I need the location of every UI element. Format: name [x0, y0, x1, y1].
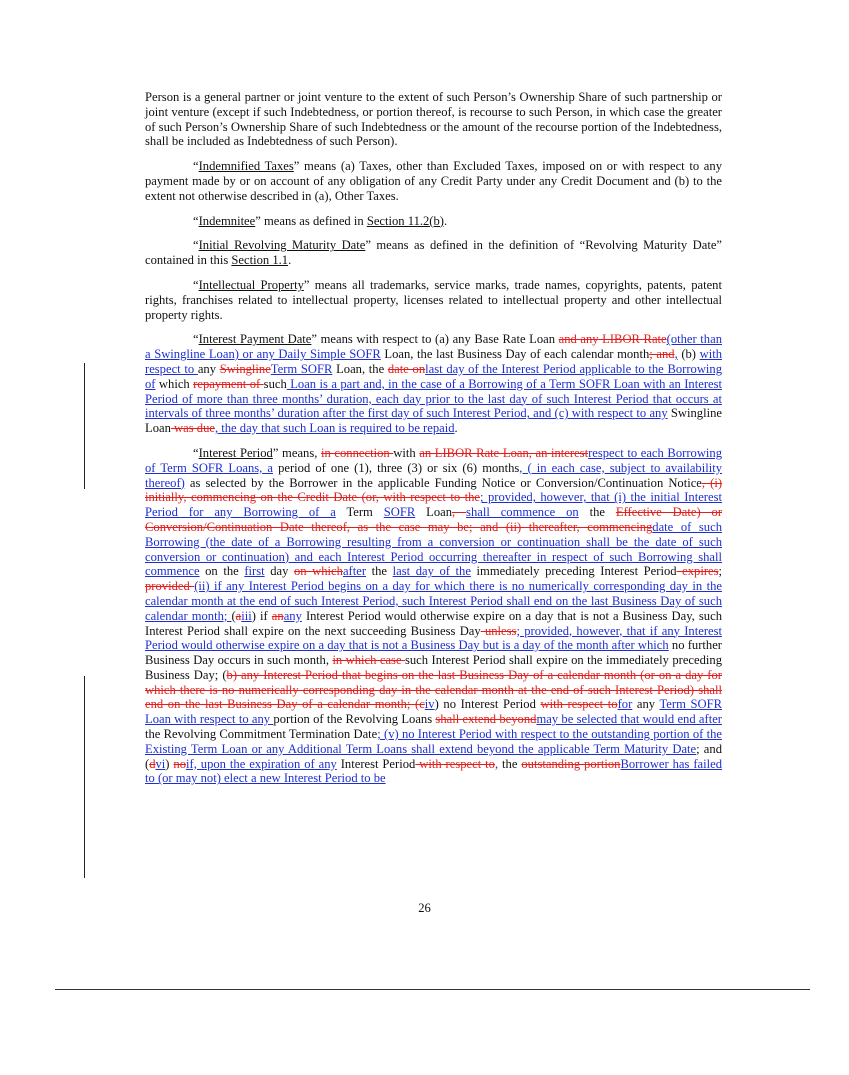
inserted-text: ,: [494, 756, 499, 771]
deleted-text: with respect to: [540, 697, 618, 712]
definition-interest-period: [145, 446, 722, 786]
text-run: ” means with respect to (a) any Base Rate Loan: [311, 332, 559, 347]
text-run: (: [231, 608, 236, 623]
text-run: ; and (: [145, 741, 722, 771]
change-bar: [84, 363, 85, 489]
text-run: .: [454, 421, 458, 436]
text-run: ;: [718, 564, 723, 579]
definition-text: ” means as defined in the definition of “Revolving Maturity Date” contained in this: [145, 238, 722, 268]
quote-mark: “: [193, 213, 199, 228]
inserted-text: Borrower has failed to (or may not) elect a new Interest Period to be: [145, 756, 723, 786]
text-run: any: [632, 697, 660, 712]
deleted-text: a: [235, 608, 242, 623]
section-reference: Section 1.1: [231, 253, 289, 268]
text-run: such: [263, 376, 287, 391]
deleted-text: d: [149, 756, 156, 771]
defined-term: Interest Period: [198, 445, 273, 460]
inserted-text: if, upon the expiration of any: [186, 756, 337, 771]
deleted-text: repayment of: [193, 376, 264, 391]
inserted-text: ; (v) no Interest Period with respect to the outstanding portion of the Existing Term Loan or any Additional Term Loans shall extend beyond the applicable Term Maturity Date: [145, 727, 722, 756]
text-run: with: [393, 445, 420, 460]
deleted-text: and any LIBOR Rate: [558, 332, 667, 347]
inserted-text: shall commence on: [466, 505, 579, 520]
deleted-text: expires: [676, 564, 719, 579]
deleted-text: shall extend beyond: [435, 712, 537, 727]
inserted-text: may be selected that would end after: [536, 712, 722, 727]
inserted-text: iv: [424, 697, 435, 712]
text-run: on the: [199, 564, 245, 579]
text-run: immediately preceding Interest Period: [470, 564, 677, 579]
definition-indemnified-taxes: [145, 159, 722, 203]
text-run: Loan, the last Business Day of each calendar month: [380, 347, 650, 362]
deleted-text: in which case: [332, 653, 405, 668]
inserted-text: vi: [155, 756, 166, 771]
text-run: ): [165, 756, 174, 771]
page-number: 26: [418, 901, 431, 915]
text-run: the: [498, 756, 522, 771]
text-run: the: [366, 564, 393, 579]
section-reference: Section 11.2(b): [366, 213, 444, 228]
text-run: no further Business Day occurs in such month,: [145, 638, 723, 668]
definition-indemnitee: [145, 214, 722, 229]
text-run: which: [155, 376, 194, 391]
text-run: ” means,: [272, 445, 321, 460]
definition-text: ” means all trademarks, service marks, trade names, copyrights, patents, patent rights, franchises related to intellectual property, licenses related to intellectual property and other intellectual property rights.: [145, 277, 722, 322]
deleted-text: ,: [452, 505, 467, 520]
defined-term: Indemnitee: [198, 213, 256, 228]
inserted-text: Loan is a part and, in the case of a Borrowing of a Term SOFR Loan with an Interest Period of more than three months’ duration, each day prior to the last day of such Interest Period that occurs at intervals of three months’ duration after the first day of such Interest Period, and (c) with respect to any: [145, 376, 722, 421]
quote-mark: “: [193, 277, 199, 292]
text-run: any: [197, 361, 220, 376]
deleted-text: in connection: [321, 445, 394, 460]
defined-term: Interest Payment Date: [198, 332, 312, 347]
deleted-text: , (i) initially, commencing on the Credit Date (or, with respect to the: [145, 475, 723, 505]
text-run: portion of the Revolving Loans: [273, 712, 436, 727]
text-run: Loan: [415, 505, 453, 520]
inserted-text: with respect to: [145, 347, 722, 376]
text-run: ) no Interest Period: [434, 697, 541, 712]
text-run: such Interest Period shall expire on the immediately preceding Business Day; (: [145, 653, 722, 682]
definition-text: ” means as defined in: [255, 213, 367, 228]
deleted-text: provided: [145, 579, 195, 594]
inserted-text: after: [342, 564, 367, 579]
deleted-text: ; and: [649, 347, 675, 362]
text-run: period of one (1), three (3) or six (6) months: [273, 460, 520, 475]
inserted-text: SOFR: [383, 505, 416, 520]
inserted-text: , the day that such Loan is required to be repaid: [214, 421, 455, 436]
text-run: Loan, the: [332, 361, 388, 376]
text-run: “: [193, 445, 199, 460]
text-run: (b): [677, 347, 700, 362]
deleted-text: date on: [387, 361, 426, 376]
change-bar: [84, 676, 85, 878]
inserted-text: last day of the Interest Period applicable to the Borrowing of: [145, 361, 723, 391]
defined-term: Intellectual Property: [198, 277, 304, 292]
inserted-text: iii: [241, 608, 252, 623]
document-body: [145, 90, 722, 796]
text-run: Interest Period would otherwise expire on a day that is not a Business Day, such Interest Period shall expire on the next succeeding Business Day: [145, 608, 722, 638]
definition-intellectual-property: [145, 278, 722, 322]
defined-term: Initial Revolving Maturity Date: [198, 238, 366, 253]
text-run: the: [578, 505, 616, 520]
deleted-text: unless: [480, 623, 517, 638]
quote-mark: “: [193, 159, 199, 174]
inserted-text: ,: [674, 347, 678, 362]
definition-text: ” means (a) Taxes, other than Excluded Taxes, imposed on or with respect to any payment made by or on account of any obligation of any Credit Party under any Credit Document and (b) to the extent not otherwise described in (a), Other Taxes.: [145, 159, 722, 203]
inserted-text: Term SOFR Loan with respect to any: [145, 697, 722, 727]
inserted-text: , ( in each case, subject to availability thereof): [145, 460, 722, 490]
inserted-text: last day of the: [392, 564, 471, 579]
text-run: day: [264, 564, 294, 579]
deleted-text: an LIBOR Rate Loan, an interest: [419, 445, 589, 460]
quote-mark: “: [193, 238, 199, 253]
deleted-text: was due: [170, 421, 215, 436]
deleted-text: on which: [293, 564, 343, 579]
text-run: Interest Period: [336, 756, 416, 771]
text-run: “: [193, 332, 199, 347]
deleted-text: no: [173, 756, 187, 771]
footer-divider: [55, 989, 810, 990]
deleted-text: b) any Interest Period that begins on the last Business Day of a calendar month (or on a day for which there is no numerically corresponding day in the calendar month at the end of such Interest Period) shall end on the last Business Day of a calendar month; (c: [145, 667, 722, 712]
deleted-text: Effective Date) or Conversion/Continuation Date thereof, as the case may be; and (ii) thereafter, commencing: [145, 505, 723, 534]
deleted-text: outstanding portion: [521, 756, 621, 771]
paragraph-person-continued: Person is a general partner or joint venture to the extent of such Person’s Ownership Share of such partnership or joint venture (except if such Indebtedness, or portion thereof, is recourse to such Person, in which case the greater of such Person’s Ownership Share of such Indebtedness or the amount of the recourse portion of the Indebtedness, shall be included as Indebtedness of such Person).: [145, 90, 722, 149]
inserted-text: for: [617, 697, 633, 712]
inserted-text: date of such Borrowing (the date of a Borrowing resulting from a conversion or continuation shall be the date of such conversion or continuation) and each Interest Period occurring thereafter in respect of such Borrowing shall commence: [145, 519, 722, 579]
punctuation: .: [288, 253, 292, 268]
text-run: Term: [335, 505, 384, 520]
inserted-text: respect to each Borrowing of Term SOFR Loans, a: [145, 445, 722, 475]
inserted-text: ; provided, however, that if any Interest Period would otherwise expire on a day that is not a Business Day but is a day of the month after which: [145, 623, 722, 653]
text-run: the Revolving Commitment Termination Date: [145, 727, 378, 742]
defined-term: Indemnified Taxes: [198, 159, 294, 174]
definition-initial-revolving-maturity-date: [145, 238, 722, 268]
inserted-text: first: [244, 564, 265, 579]
punctuation: .: [444, 213, 448, 228]
deleted-text: Swingline: [219, 361, 271, 376]
definition-interest-payment-date: [145, 332, 722, 436]
inserted-text: ; provided, however, that (i) the initial Interest Period for any Borrowing of a: [145, 490, 722, 520]
deleted-text: with respect to: [415, 756, 495, 771]
deleted-text: an: [271, 608, 284, 623]
text-run: Swingline Loan: [145, 406, 722, 436]
inserted-text: any: [283, 608, 302, 623]
text-run: ) if: [251, 608, 272, 623]
inserted-text: Term SOFR: [270, 361, 333, 376]
inserted-text: (other than a Swingline Loan) or any Daily Simple SOFR: [145, 332, 722, 362]
text-run: as selected by the Borrower in the applicable Funding Notice or Conversion/Continuation Notice: [184, 475, 702, 490]
inserted-text: (ii) if any Interest Period begins on a day for which there is no numerically corresponding day in the calendar month at the end of such Interest Period, such Interest Period shall end on the last Business Day of such calendar month;: [145, 579, 722, 623]
